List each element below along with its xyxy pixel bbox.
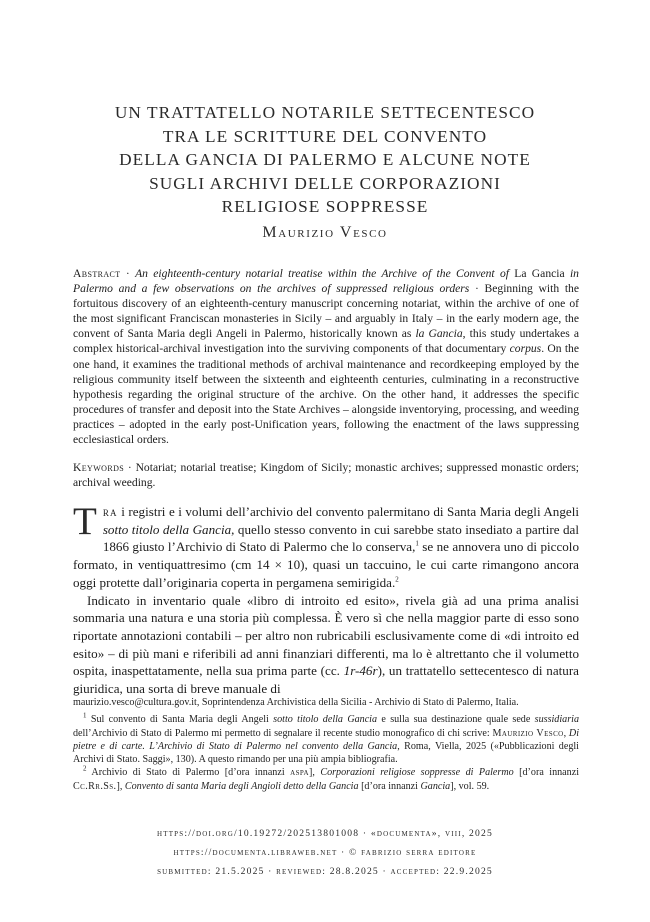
footnote (73, 713, 579, 766)
abstract-text: . On the one hand, it examines the traditional methods of archival maintenance and recordkeeping employed by the religious community itself between the sixteenth and eighteenth centuries, culminating in a reconstructive hypothesis regarding the original structure of the archive. On the other hand, it addresses the specific procedures of transfer and deposit into the State Archives – alongside inventorying, processing, and weeding practices – adopted in the early post-Unification years, following the enactment of the laws suppressing ecclesiastical orders. (73, 342, 579, 447)
footnote-smallcaps: aspa (290, 767, 309, 779)
footnote-italic: Convento di santa Maria degli Angioli detto della Gancia (124, 780, 359, 792)
footnote-text: , Roma, Viella, 2025 («Pubblicazioni degli Archivi di Stato. Saggi», 130). A questo rimando per una più ampia bibliografia. (73, 740, 579, 766)
footnote-ref[interactable]: 2 (395, 575, 399, 584)
body-paragraph (73, 500, 579, 592)
footnote-text: Archivio di Stato di Palermo [d’ora innanzi (86, 767, 291, 779)
abstract-text: · Beginning with the fortuitous discovery of an eighteenth-century manuscript concerning notariat, within the archive of one of the most significant Franciscan monasteries in Sicily – and arguably in Italy – in the early modern age, the convent of Santa Maria degli Angeli in Palermo, historically known as (73, 282, 579, 341)
body-paragraph (73, 592, 579, 698)
footnote-italic: Gancia (420, 780, 451, 792)
body-text-run: ), un trattatello settecentesco di natura giuridica, una sorta di breve manuale di (73, 663, 579, 697)
body-italic: sotto titolo della Gancia (102, 521, 232, 537)
body-italic: 1r-46r (343, 663, 378, 679)
body-text (73, 500, 579, 698)
drop-cap: T (73, 500, 97, 543)
footnote-text: [d’ora innanzi (513, 767, 579, 779)
body-text-run: Indicato in inventario quale «libro di introito ed esito», rivela già ad una prima analisi sommaria una natura e una storia più complessa. È vero sì che nella maggior parte di esso sono riportate annotazioni contabili – per altro non rubricabili esclusivamente come di «di introito ed esito» – di più mani e riferibili ad anni finanziari differenti, ma lo è altrettanto che il volumetto ospita, inaspettatamente, nella sua prima parte (cc. (73, 592, 579, 679)
keywords-separator: · (124, 461, 136, 474)
abstract (73, 266, 579, 447)
keywords (73, 460, 579, 490)
footnotes (73, 696, 579, 793)
footnote-smallcaps: Maurizio Vesco (492, 727, 564, 739)
abstract-text: , this study undertakes a complex historical-archival investigation into the surviving components of that documentary (73, 327, 579, 356)
title-line: RELIGIOSE SOPPRESSE (221, 197, 429, 217)
author-name: Maurizio Vesco (262, 224, 388, 241)
drop-cap-rest: ra (102, 504, 118, 519)
abstract-title-roman: La Gancia (514, 267, 565, 280)
title-line: SUGLI ARCHIVI DELLE CORPORAZIONI (149, 173, 501, 193)
body-text-run: i registri e i volumi dell’archivio del convento palermitano di Santa Maria degli Angeli (117, 504, 579, 519)
footnote-smallcaps: Cc.Rr.Ss. (73, 780, 117, 792)
dates-line: submitted: 21.5.2025 · reviewed: 28.8.2025 · accepted: 22.9.2025 (157, 866, 493, 877)
abstract-label: Abstract (73, 267, 121, 280)
author-affiliation: maurizio.vesco@cultura.gov.it, Soprintendenza Archivistica della Sicilia - Archivio di Stato di Palermo, Italia. (73, 697, 519, 708)
footnote-italic: Di pietre e di carte. L’Archivio di Stato di Palermo nel convento della Gancia (73, 727, 579, 752)
footnote-text: ], (308, 767, 321, 779)
body-text-run: , quello stesso convento in cui sarebbe stato insediato a partire dal 1866 giusto l’Archivio di Stato di Palermo che lo conserva, (102, 521, 579, 555)
keywords-label: Keywords (73, 461, 125, 474)
body-text-run: se ne annovera uno di piccolo formato, in ventiquattresimo (cm 14 × 10), quasi un taccuino, le cui carte rimangono ancora oggi protette dall’originaria coperta in pergamena semirigida. (73, 539, 579, 590)
footnote-number: 1 (83, 711, 87, 720)
footnote-text: ], (116, 780, 125, 792)
footnote-text: dell’Archivio di Stato di Palermo mi permetto di segnalare il recente studio monografico di chi scrive: (73, 727, 493, 739)
footnote (73, 766, 579, 793)
footnote-text: Sul convento di Santa Maria degli Angeli (86, 714, 274, 726)
doi-line[interactable]: https://doi.org/10.19272/202513801008 · «documenta», viii, 2025 (156, 828, 494, 839)
footnote-italic: sussidiaria (534, 714, 579, 726)
abstract-title-part: in Palermo and a few observations on the archives of suppressed religious orders (73, 267, 579, 296)
article-title (40, 101, 610, 219)
abstract-italic: la Gancia (415, 327, 463, 341)
footnote-text: e sulla sua destinazione quale sede (377, 714, 535, 726)
publisher-line[interactable]: https://documenta.libraweb.net · © fabrizio serra editore (173, 847, 477, 858)
abstract-title-part: An eighteenth-century notarial treatise within the Archive of the Convent of (135, 267, 515, 280)
title-line: UN TRATTATELLO NOTARILE SETTECENTESCO (114, 103, 536, 122)
keywords-text: Notariat; notarial treatise; Kingdom of Sicily; monastic archives; suppressed monastic orders; archival weeding. (73, 461, 579, 490)
abstract-separator: · (120, 267, 136, 280)
footnote-italic: sotto titolo della Gancia (273, 714, 378, 726)
footnote-number: 2 (83, 765, 87, 774)
footnote-ref[interactable]: 1 (415, 540, 419, 549)
title-line: TRA LE SCRITTURE DEL CONVENTO (162, 126, 488, 146)
footnote-italic: Corporazioni religiose soppresse di Palermo (320, 767, 514, 779)
footnote-text: [d’ora innanzi (358, 780, 421, 792)
title-line: DELLA GANCIA DI PALERMO E ALCUNE NOTE (119, 150, 531, 170)
footnote-text: , (563, 727, 569, 739)
footnote-text: ], vol. 59. (450, 780, 490, 792)
abstract-italic: corpus (509, 342, 542, 356)
